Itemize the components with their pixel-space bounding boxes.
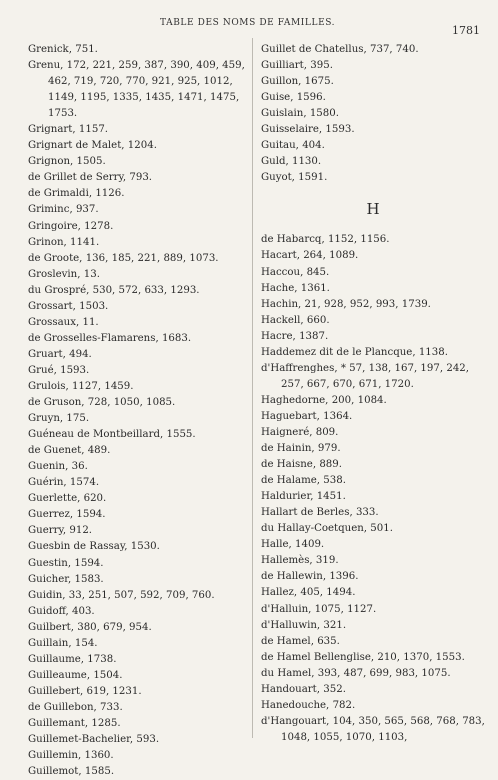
entry-name: de Hallewin, — [261, 571, 327, 583]
entry-page-refs: 13. — [83, 268, 100, 280]
entry-name: de Gruson, — [28, 397, 85, 409]
entry-name: Guise, — [261, 92, 294, 104]
entry-page-refs: 620. — [83, 493, 107, 505]
index-entry — [28, 700, 256, 716]
entry-page-refs: 494. — [69, 348, 92, 360]
index-entry — [261, 106, 485, 122]
entry-page-refs: 1505. — [76, 156, 106, 168]
entry-page-refs: 172, 221, 259, 387, 390, 409, 459, 462, 719, 720, 770, 921, 925, 1012, 1149, 1195, 1335, 1435, 1471, 1475, 1753. — [48, 60, 245, 120]
entry-name: Guéneau de Montbeillard, — [28, 429, 164, 441]
entry-page-refs: 1555. — [166, 429, 196, 441]
entry-page-refs: 937. — [75, 204, 99, 216]
entry-page-refs: 1409. — [295, 539, 325, 551]
index-entry — [261, 602, 485, 618]
entry-name: Gruyn, — [28, 413, 64, 425]
entry-name: Haigneré, — [261, 426, 313, 438]
index-entry — [261, 585, 485, 601]
entry-name: Guilbert, — [28, 621, 74, 633]
entry-name: d'Halluin, — [261, 603, 312, 615]
entry-page-refs: 405, 1494. — [300, 587, 356, 599]
entry-name: Gruart, — [28, 348, 66, 360]
entry-name: du Hallay-Coetquen, — [261, 523, 368, 535]
entry-page-refs: 175. — [66, 413, 90, 425]
entry-page-refs: 33, 251, 507, 592, 709, 760. — [68, 589, 215, 601]
entry-page-refs: 352. — [323, 683, 346, 695]
index-entry — [261, 457, 485, 473]
index-entry — [261, 441, 485, 457]
entry-name: Guilliart, — [261, 60, 308, 72]
index-entry — [28, 202, 256, 218]
entry-page-refs: 36. — [71, 461, 88, 473]
entry-page-refs: 1503. — [79, 300, 109, 312]
index-entry — [261, 313, 485, 329]
entry-page-refs: 264, 1089. — [303, 250, 359, 262]
index-entry — [28, 219, 256, 235]
entry-page-refs: 11. — [82, 316, 99, 328]
entry-page-refs: * 57, 138, 167, 197, 242, 257, 667, 670, 671, 1720. — [281, 362, 470, 390]
entry-page-refs: 1591. — [298, 172, 328, 184]
index-entry — [261, 553, 485, 569]
right-column-top-list — [261, 42, 485, 186]
entry-name: Hallez, — [261, 587, 298, 599]
entry-name: Guislain, — [261, 108, 307, 120]
entry-page-refs: 321. — [323, 619, 347, 631]
index-entry — [28, 636, 256, 652]
entry-page-refs: 403. — [71, 605, 95, 617]
index-entry — [28, 732, 256, 748]
entry-name: Grossaux, — [28, 316, 80, 328]
index-entry — [261, 248, 485, 264]
entry-name: Haghedorne, — [261, 394, 329, 406]
entry-name: de Habarcq, — [261, 234, 325, 246]
entry-page-refs: 1361. — [300, 282, 330, 294]
entry-page-refs: 619, 1231. — [86, 685, 142, 697]
index-entry — [261, 90, 485, 106]
index-entry — [28, 395, 256, 411]
entry-page-refs: 200, 1084. — [331, 394, 387, 406]
entry-page-refs: 733. — [100, 701, 123, 713]
entry-page-refs: 395. — [310, 60, 333, 72]
index-entry — [261, 170, 485, 186]
index-entry — [261, 666, 485, 682]
index-entry — [28, 459, 256, 475]
index-entry — [28, 267, 256, 283]
index-entry — [28, 588, 256, 604]
index-entry — [261, 714, 485, 746]
entry-name: de Haisne, — [261, 459, 317, 471]
entry-name: Guicher, — [28, 573, 72, 585]
index-entry — [261, 393, 485, 409]
index-entry — [28, 652, 256, 668]
index-entry — [28, 186, 256, 202]
index-entry — [28, 427, 256, 443]
entry-page-refs: 1278. — [84, 220, 114, 232]
entry-name: Guerlette, — [28, 493, 81, 505]
index-entry — [28, 764, 256, 780]
entry-name: d'Halluwin, — [261, 619, 321, 631]
index-entry — [28, 122, 256, 138]
entry-name: Guillemin, — [28, 750, 82, 762]
entry-name: Guyot, — [261, 172, 295, 184]
entry-page-refs: 404. — [302, 140, 325, 152]
index-entry — [28, 556, 256, 572]
index-entry — [28, 315, 256, 331]
index-entry — [28, 138, 256, 154]
index-entry — [261, 682, 485, 698]
entry-page-refs: 1152, 1156. — [327, 234, 390, 246]
entry-page-refs: 635. — [317, 635, 340, 647]
entry-name: Guillemot, — [28, 766, 82, 778]
entry-name: Hacre, — [261, 330, 296, 342]
entry-page-refs: 1580. — [309, 108, 339, 120]
index-entry — [261, 58, 485, 74]
index-entry — [261, 232, 485, 248]
index-entry — [28, 154, 256, 170]
entry-name: d'Hangouart, — [261, 715, 330, 727]
entry-page-refs: 1593. — [60, 364, 90, 376]
entry-name: de Halame, — [261, 475, 321, 487]
entry-page-refs: 380, 679, 954. — [77, 621, 152, 633]
entry-name: de Hainin, — [261, 443, 315, 455]
entry-name: Hachin, — [261, 298, 302, 310]
index-entry — [28, 235, 256, 251]
entry-page-refs: 889. — [319, 459, 342, 471]
entry-page-refs: 1138. — [418, 346, 448, 358]
entry-page-refs: 1285. — [91, 717, 121, 729]
entry-name: Guillemet-Bachelier, — [28, 734, 134, 746]
entry-name: Guillemant, — [28, 717, 89, 729]
entry-page-refs: 393, 487, 699, 983, 1075. — [317, 667, 451, 679]
entry-name: de Hamel Bellenglise, — [261, 651, 375, 663]
entry-name: de Grimaldi, — [28, 188, 93, 200]
entry-name: Halle, — [261, 539, 292, 551]
running-title: TABLE DES NOMS DE FAMILLES. — [160, 18, 336, 28]
index-entry — [261, 473, 485, 489]
index-entry — [28, 283, 256, 299]
entry-name: Handouart, — [261, 683, 321, 695]
index-entry — [261, 138, 485, 154]
entry-page-refs: 210, 1370, 1553. — [377, 651, 465, 663]
entry-name: Groslevin, — [28, 268, 81, 280]
entry-page-refs: 1585. — [84, 766, 115, 778]
entry-name: Guenin, — [28, 461, 69, 473]
entry-page-refs: 104, 350, 565, 568, 768, 783, 1048, 1055, 1070, 1103, — [281, 715, 485, 743]
entry-name: Hacart, — [261, 250, 300, 262]
entry-name: Grignart, — [28, 124, 76, 136]
entry-page-refs: 845. — [306, 266, 330, 278]
entry-page-refs: 782. — [332, 699, 356, 711]
entry-name: Guillain, — [28, 637, 72, 649]
entry-page-refs: 1738. — [87, 653, 117, 665]
index-entry — [28, 347, 256, 363]
entry-name: Guestin, — [28, 557, 72, 569]
entry-name: du Hamel, — [261, 667, 315, 679]
index-entry — [28, 491, 256, 507]
index-entry — [261, 489, 485, 505]
entry-name: de Guenet, — [28, 445, 85, 457]
entry-page-refs: 1204. — [127, 140, 157, 152]
entry-name: Guisselaire, — [261, 124, 323, 136]
index-entry — [28, 42, 256, 58]
index-entry — [28, 748, 256, 764]
entry-name: Guitau, — [261, 140, 299, 152]
index-entry — [261, 122, 485, 138]
entry-name: d'Haffrenghes, — [261, 362, 338, 374]
entry-name: Guillet de Chatellus, — [261, 44, 367, 55]
entry-page-refs: 1075, 1127. — [314, 603, 377, 615]
entry-page-refs: 1157. — [78, 124, 109, 136]
entry-page-refs: 1451. — [316, 491, 346, 503]
index-entry — [261, 361, 485, 393]
entry-name: Guerry, — [28, 525, 67, 537]
index-entry — [28, 58, 256, 122]
entry-name: Grignon, — [28, 156, 74, 168]
entry-page-refs: 1675. — [304, 76, 334, 88]
entry-page-refs: 154. — [74, 637, 98, 649]
entry-name: Grossart, — [28, 300, 76, 312]
entry-page-refs: 751. — [75, 44, 98, 55]
entry-name: Guerrez, — [28, 509, 74, 521]
index-entry — [261, 505, 485, 521]
index-entry — [28, 411, 256, 427]
index-entry — [261, 409, 485, 425]
index-entry — [261, 521, 485, 537]
entry-name: Guesbin de Rassay, — [28, 541, 128, 553]
entry-name: Haccou, — [261, 266, 304, 278]
entry-page-refs: 728, 1050, 1085. — [87, 397, 176, 409]
index-entry — [28, 716, 256, 732]
right-column — [261, 42, 485, 746]
index-entry — [28, 539, 256, 555]
entry-name: Grenick, — [28, 44, 72, 55]
index-entry — [261, 425, 485, 441]
entry-page-refs: 1504. — [93, 669, 123, 681]
entry-page-refs: 1594. — [74, 557, 104, 569]
entry-name: Hanedouche, — [261, 699, 330, 711]
entry-name: de Grillet de Serry, — [28, 172, 127, 184]
entry-name: Guillebert, — [28, 685, 84, 697]
index-entry — [261, 329, 485, 345]
entry-page-refs: 489. — [87, 445, 111, 457]
entry-page-refs: 1396. — [329, 571, 359, 583]
index-entry — [261, 650, 485, 666]
entry-name: Grué, — [28, 364, 57, 376]
entry-page-refs: 1127, 1459. — [71, 380, 134, 392]
entry-page-refs: 21, 928, 952, 993, 1739. — [304, 298, 431, 310]
entry-name: Grignart de Malet, — [28, 140, 125, 152]
entry-name: Hackell, — [261, 314, 304, 326]
entry-name: Guérin, — [28, 477, 67, 489]
entry-page-refs: 333. — [355, 507, 379, 519]
entry-page-refs: 1583. — [74, 573, 104, 585]
entry-name: Grulois, — [28, 380, 69, 392]
index-entry — [261, 618, 485, 634]
entry-page-refs: 793. — [129, 172, 153, 184]
entry-name: Grinon, — [28, 236, 67, 248]
index-entry — [28, 620, 256, 636]
index-entry — [261, 42, 485, 58]
entry-name: Guidoff, — [28, 605, 69, 617]
entry-page-refs: 136, 185, 221, 889, 1073. — [85, 252, 219, 264]
entry-page-refs: 660. — [306, 314, 330, 326]
index-entry — [261, 569, 485, 585]
index-entry — [28, 251, 256, 267]
index-entry — [28, 507, 256, 523]
index-entry — [261, 537, 485, 553]
entry-name: Guillaume, — [28, 653, 85, 665]
entry-page-refs: 1593. — [325, 124, 355, 136]
index-entry — [28, 572, 256, 588]
entry-name: Guidin, — [28, 589, 66, 601]
index-entry — [28, 684, 256, 700]
section-letter-h: H — [366, 200, 380, 219]
index-entry — [28, 604, 256, 620]
entry-page-refs: 538. — [323, 475, 346, 487]
index-entry — [28, 170, 256, 186]
index-entry — [261, 698, 485, 714]
page-number: 1781 — [452, 24, 480, 37]
entry-name: Hache, — [261, 282, 298, 294]
entry-page-refs: 737, 740. — [369, 44, 419, 55]
index-entry — [261, 265, 485, 281]
index-entry — [261, 297, 485, 313]
index-entry — [28, 299, 256, 315]
entry-name: de Guillebon, — [28, 701, 97, 713]
entry-page-refs: 501. — [370, 523, 393, 535]
entry-page-refs: 1360. — [84, 750, 114, 762]
index-entry — [28, 363, 256, 379]
entry-page-refs: 1387. — [299, 330, 329, 342]
entry-name: Guillon, — [261, 76, 302, 88]
index-entry — [261, 634, 485, 650]
index-entry — [28, 475, 256, 491]
index-entry — [261, 74, 485, 90]
index-entry — [261, 281, 485, 297]
index-entry — [28, 443, 256, 459]
entry-page-refs: 1130. — [291, 156, 322, 168]
entry-page-refs: 1683. — [161, 332, 192, 344]
entry-page-refs: 593. — [136, 734, 160, 746]
entry-name: Griminc, — [28, 204, 73, 216]
entry-name: Haldurier, — [261, 491, 314, 503]
entry-page-refs: 1596. — [296, 92, 326, 104]
index-entry — [28, 523, 256, 539]
index-entry — [261, 154, 485, 170]
index-entry — [28, 331, 256, 347]
entry-name: Haguebart, — [261, 410, 320, 422]
entry-name: Grenu, — [28, 60, 64, 72]
entry-name: de Grosselles-Flamarens, — [28, 332, 159, 344]
entry-page-refs: 1364. — [323, 410, 353, 422]
entry-page-refs: 1530. — [130, 541, 160, 553]
entry-name: Haddemez dit de le Plancque, — [261, 346, 416, 358]
entry-page-refs: 912. — [69, 525, 93, 537]
entry-page-refs: 530, 572, 633, 1293. — [92, 284, 200, 296]
entry-name: de Hamel, — [261, 635, 314, 647]
entry-page-refs: 1574. — [69, 477, 100, 489]
entry-page-refs: 979. — [317, 443, 341, 455]
index-entry — [261, 345, 485, 361]
entry-name: Hallart de Berles, — [261, 507, 353, 519]
entry-page-refs: 809. — [315, 426, 339, 438]
entry-page-refs: 319. — [315, 555, 339, 567]
entry-page-refs: 1594. — [76, 509, 106, 521]
entry-name: Hallemès, — [261, 555, 313, 567]
entry-page-refs: 1126. — [95, 188, 125, 200]
entry-name: Guld, — [261, 156, 289, 168]
entry-name: de Groote, — [28, 252, 83, 264]
right-column-bottom-list — [261, 232, 485, 746]
entry-name: du Grospré, — [28, 284, 90, 296]
entry-name: Gringoire, — [28, 220, 81, 232]
index-entry — [28, 668, 256, 684]
index-entry — [28, 379, 256, 395]
left-column — [28, 42, 256, 780]
entry-page-refs: 1141. — [70, 236, 100, 248]
entry-name: Guilleaume, — [28, 669, 91, 681]
